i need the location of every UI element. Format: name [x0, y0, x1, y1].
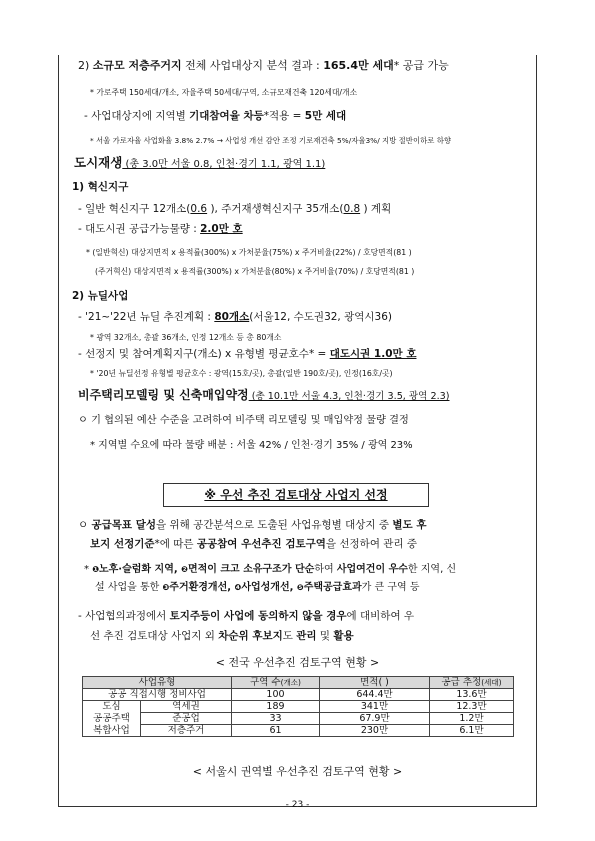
note-seoul-rate: * 서울 가로자율 사업화율 3.8% 2.7% → 사업성 개선 감안 조정 기로재건축 5%/자율3%/ 지방 절반이하로 하향	[90, 136, 451, 145]
non-housing-heading: 비주택리모델링 및 신축매입약정 (총 10.1만 서울 4.3, 인천·경기 3.5, 광역 2.3)	[78, 388, 450, 402]
cell-group: 도심	[83, 701, 141, 713]
table1-caption: < 전국 우선추진 검토구역 현황 >	[215, 656, 380, 669]
cell-group: 공공주택	[83, 713, 141, 725]
table-row	[83, 689, 514, 701]
fallback-para-line1: - 사업협의과정에서 토지주등이 사업에 동의하지 않을 경우에 대비하여 우	[78, 610, 415, 622]
metro-supply-line: - 대도시권 공급가능물량 : 2.0만 호	[78, 223, 243, 235]
cell-subtype: 역세권	[141, 701, 232, 713]
table-row	[83, 713, 514, 725]
table-row	[83, 701, 514, 713]
formula-residential: (주거혁신) 대상지면적 x 용적률(300%) x 가처분율(80%) x 주거비율(70%) / 호당면적(81 )	[95, 267, 415, 276]
formula-general: * (일반혁신) 대상지면적 x 용적률(300%) x 가처분율(75%) x 주거비율(22%) / 호당면적(81 )	[86, 248, 412, 257]
innovation-plan-line: - 일반 혁신지구 12개소(0.6 ), 주거재생혁신지구 35개소(0.8 ) 계획	[78, 203, 392, 215]
selection-para-line1: ㅇ 공급목표 달성을 위해 공간분석으로 도출된 사업유형별 대상지 중 별도 후	[78, 519, 427, 531]
participation-rate-line: - 사업대상지에 지역별 기대참여율 차등*적용 = 5만 세대	[84, 110, 347, 122]
note-housing-types: * 가로주택 150세대/개소, 자율주택 50세대/구역, 소규모재건축 120세대/개소	[90, 88, 358, 97]
cell-subtype: 준공업	[141, 713, 232, 725]
selection-para-line2: 보지 선정기준*에 따른 공공참여 우선추진 검토구역을 선정하여 관리 중	[90, 538, 418, 550]
cell-supply: 6.1만	[430, 725, 514, 737]
cell-count: 33	[232, 713, 320, 725]
cell-area: 67.9만	[320, 713, 430, 725]
cell-area: 644.4만	[320, 689, 430, 701]
fallback-para-line2: 선 추진 검토대상 사업지 외 차순위 후보지도 관리 및 활용	[90, 630, 354, 642]
cell-supply: 13.6만	[430, 689, 514, 701]
table2-caption: < 서울시 권역별 우선추진 검토구역 현황 >	[192, 765, 403, 778]
criteria-line2: 설 사업을 통한 ❸주거환경개선, ❹사업성개선, ❺주택공급효과가 큰 구역 등	[95, 582, 420, 593]
cell-supply: 12.3만	[430, 701, 514, 713]
cell-group: 복합사업	[83, 725, 141, 737]
table-row	[83, 725, 514, 737]
new-deal-plan-line: - '21~'22년 뉴딜 추진계획 : 80개소(서울12, 수도권32, 광역시36)	[78, 311, 392, 323]
header-type: 사업유형	[83, 677, 232, 689]
note-new-deal-count: * 광역 32개소, 총괄 36개소, 인정 12개소 등 총 80개소	[90, 333, 282, 342]
cell-type: 공공 직접시행 정비사업	[83, 689, 232, 701]
priority-selection-title-box: ※ 우선 추진 검토대상 사업지 선정	[163, 483, 429, 507]
cell-area: 230만	[320, 725, 430, 737]
cell-count: 61	[232, 725, 320, 737]
supply-analysis-line: 2) 소규모 저층주거지 전체 사업대상지 분석 결과 : 165.4만 세대* 공급 가능	[78, 59, 449, 72]
cell-area: 341만	[320, 701, 430, 713]
header-area: 면적( )	[320, 677, 430, 689]
table-header-row	[83, 677, 514, 689]
urban-regeneration-heading: 도시재생 (총 3.0만 서울 0.8, 인천·경기 1.1, 광역 1.1)	[74, 155, 326, 170]
header-count: 구역 수(개소)	[232, 677, 320, 689]
criteria-line1: * ❶노후·슬럼화 지역, ❷면적이 크고 소유구조가 단순하여 사업여건이 우수한 지역, 신	[84, 564, 457, 575]
page-number: - 23 -	[285, 800, 310, 810]
regional-distribution-note: * 지역별 수요에 따라 물량 배분 : 서울 42% / 인천·경기 35% / 광역 23%	[90, 440, 413, 451]
innovation-district-heading: 1) 혁신지구	[72, 181, 129, 193]
new-deal-supply-line: - 선정지 및 참여계획지구(개소) x 유형별 평균호수* = 대도시권 1.0만 호	[78, 348, 417, 360]
note-new-deal-average: * '20년 뉴딜선정 유형별 평균호수 : 광역(15호/곳), 총괄(일반 190호/곳), 인정(16호/곳)	[90, 369, 393, 378]
budget-line: ㅇ 기 협의된 예산 수준을 고려하여 비주택 리모델링 및 매입약정 물량 결정	[78, 415, 409, 426]
cell-count: 100	[232, 689, 320, 701]
cell-supply: 1.2만	[430, 713, 514, 725]
header-supply: 공급 추정(세대)	[430, 677, 514, 689]
cell-subtype: 저층주거	[141, 725, 232, 737]
priority-zone-table	[82, 676, 514, 737]
new-deal-heading: 2) 뉴딜사업	[72, 290, 129, 302]
cell-count: 189	[232, 701, 320, 713]
